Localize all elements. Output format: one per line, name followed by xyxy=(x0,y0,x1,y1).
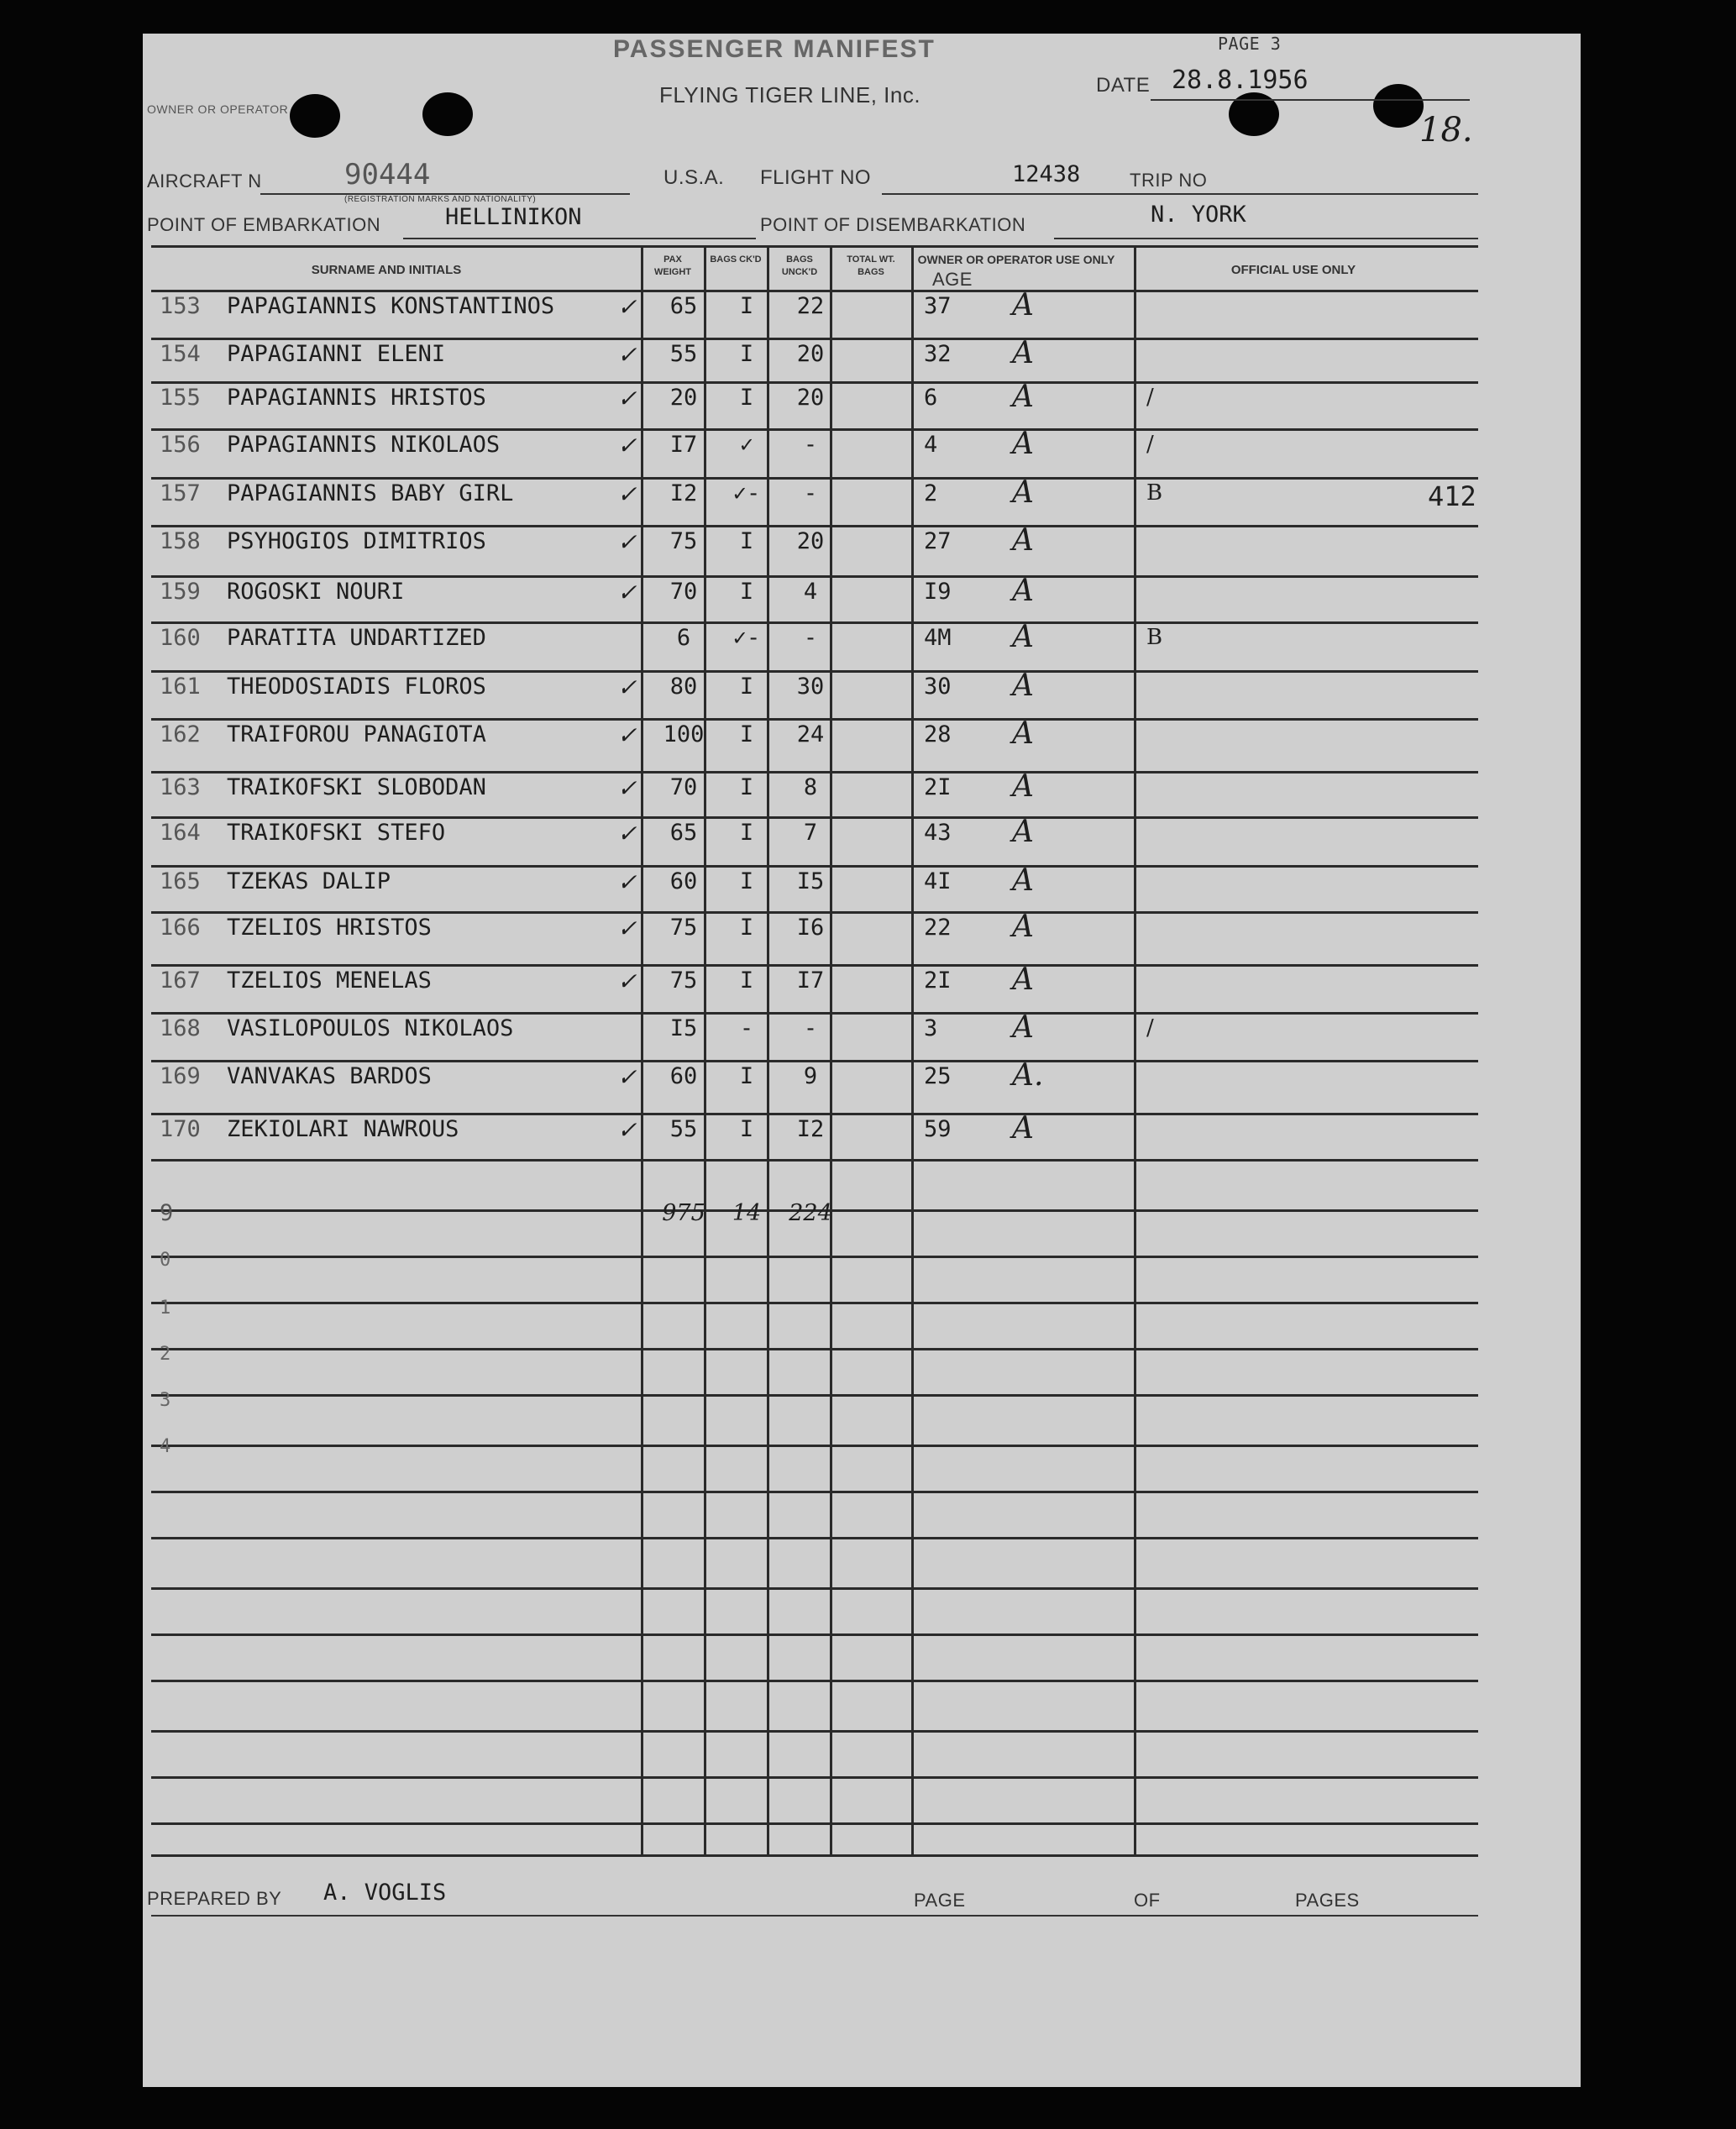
flight-value: 12438 xyxy=(1012,161,1081,187)
passenger-row xyxy=(143,381,1581,428)
check-mark: ✓ xyxy=(617,341,637,369)
passenger-row xyxy=(143,575,1581,622)
owner-label: OWNER OR OPERATOR xyxy=(147,102,289,116)
passenger-age: 25 xyxy=(924,1063,952,1089)
passenger-row xyxy=(143,1113,1581,1160)
grid-hline xyxy=(151,1256,1478,1258)
prepared-by-value: A. VOGLIS xyxy=(323,1880,447,1906)
grid-hline xyxy=(151,1680,1478,1682)
check-mark: ✓ xyxy=(617,579,637,606)
owner-code: A xyxy=(1012,574,1034,608)
passenger-name: TRAIFOROU PANAGIOTA xyxy=(227,721,486,747)
bags-unchecked: 9 xyxy=(803,1063,818,1089)
col-owner: OWNER OR OPERATOR USE ONLY xyxy=(917,253,1115,266)
passenger-name: TZELIOS HRISTOS xyxy=(227,915,432,941)
row-number: 161 xyxy=(160,674,201,700)
pax-weight: 60 xyxy=(669,868,698,894)
passenger-row xyxy=(143,816,1581,863)
col-age: AGE xyxy=(932,269,973,290)
page-label: PAGE xyxy=(914,1890,966,1911)
passenger-name: PAPAGIANNI ELENI xyxy=(227,341,446,367)
passenger-age: 4I xyxy=(924,868,952,894)
row-number: 155 xyxy=(160,385,201,411)
bags-checked: I xyxy=(739,1116,754,1142)
check-mark: ✓ xyxy=(617,674,637,701)
owner-code: A xyxy=(1012,863,1034,898)
pax-weight: I2 xyxy=(669,480,698,506)
official-mark: / xyxy=(1146,432,1154,457)
row-number: 169 xyxy=(160,1063,201,1089)
bags-checked: I xyxy=(739,293,754,319)
row-number: 156 xyxy=(160,432,201,458)
check-mark: ✓ xyxy=(617,385,637,412)
passenger-age: I9 xyxy=(924,579,952,605)
check-mark: ✓ xyxy=(617,721,637,749)
embark-underline xyxy=(403,238,756,239)
col-weight: PAX WEIGHT xyxy=(654,254,691,277)
pax-weight: 65 xyxy=(669,293,698,319)
official-note: 412 xyxy=(1428,480,1476,512)
owner-code: A xyxy=(1012,1010,1034,1045)
passenger-row xyxy=(143,964,1581,1011)
empty-row-number: 4 xyxy=(160,1436,171,1457)
col-name: SURNAME AND INITIALS xyxy=(311,263,462,277)
row-number: 162 xyxy=(160,721,201,747)
bags-unchecked: 20 xyxy=(796,385,825,411)
grid-hline xyxy=(151,1537,1478,1539)
pax-weight: 6 xyxy=(676,625,691,651)
form-title: PASSENGER MANIFEST xyxy=(613,35,936,63)
grid-hline xyxy=(151,1491,1478,1493)
bags-checked: I xyxy=(739,528,754,554)
disembark-label: POINT OF DISEMBARKATION xyxy=(760,214,1026,235)
pax-weight: 60 xyxy=(669,1063,698,1089)
totals-row-number: 9 xyxy=(160,1200,174,1226)
owner-code: A xyxy=(1012,475,1034,510)
owner-code: A xyxy=(1012,716,1034,751)
punch-hole xyxy=(290,94,340,138)
passenger-name: ZEKIOLARI NAWROUS xyxy=(227,1116,459,1142)
row-number: 158 xyxy=(160,528,201,554)
grid-hline xyxy=(151,1587,1478,1590)
bags-unchecked: 20 xyxy=(796,341,825,367)
passenger-row xyxy=(143,911,1581,958)
bags-unchecked: I5 xyxy=(796,868,825,894)
empty-row-number: 0 xyxy=(160,1250,171,1271)
passenger-name: VANVAKAS BARDOS xyxy=(227,1063,432,1089)
passenger-row xyxy=(143,718,1581,765)
check-mark: ✓ xyxy=(617,293,637,321)
official-mark: / xyxy=(1146,1015,1154,1041)
passenger-row xyxy=(143,428,1581,475)
bags-checked: I xyxy=(739,967,754,994)
passenger-row xyxy=(143,477,1581,524)
grid-hline xyxy=(151,1633,1478,1636)
passenger-name: PAPAGIANNIS NIKOLAOS xyxy=(227,432,501,458)
passenger-age: 37 xyxy=(924,293,952,319)
passenger-age: 28 xyxy=(924,721,952,747)
passenger-name: TRAIKOFSKI SLOBODAN xyxy=(227,774,486,800)
owner-code: A xyxy=(1012,620,1034,654)
col-unchecked: BAGS UNCK'D xyxy=(781,254,818,277)
official-mark: B xyxy=(1146,625,1163,650)
bags-unchecked: - xyxy=(803,625,818,651)
passenger-age: 43 xyxy=(924,820,952,846)
bags-unchecked: - xyxy=(803,1015,818,1041)
owner-code: A xyxy=(1012,910,1034,944)
passenger-age: 2I xyxy=(924,774,952,800)
pax-weight: I5 xyxy=(669,1015,698,1041)
row-number: 164 xyxy=(160,820,201,846)
row-number: 163 xyxy=(160,774,201,800)
passenger-name: TZEKAS DALIP xyxy=(227,868,391,894)
pax-weight: 55 xyxy=(669,1116,698,1142)
pax-weight: 20 xyxy=(669,385,698,411)
pax-weight: 70 xyxy=(669,579,698,605)
check-mark: ✓ xyxy=(617,967,637,995)
owner-code: A xyxy=(1012,336,1034,370)
check-mark: ✓ xyxy=(617,868,637,896)
passenger-row xyxy=(143,290,1581,337)
passenger-name: TZELIOS MENELAS xyxy=(227,967,432,994)
aircraft-value: 90444 xyxy=(344,158,431,191)
bags-checked: I xyxy=(739,915,754,941)
passenger-name: ROGOSKI NOURI xyxy=(227,579,405,605)
grid-hline xyxy=(151,1822,1478,1825)
bags-unchecked: 20 xyxy=(796,528,825,554)
footer-underline xyxy=(151,1915,1478,1917)
total-checked: 14 xyxy=(732,1200,762,1226)
passenger-age: 2 xyxy=(924,480,938,506)
official-mark: B xyxy=(1146,480,1163,506)
grid-hline xyxy=(151,1394,1478,1397)
grid-hline xyxy=(151,1445,1478,1447)
corner-note: 18. xyxy=(1419,111,1473,149)
owner-code: A xyxy=(1012,288,1034,322)
trip-label: TRIP NO xyxy=(1130,170,1208,191)
row-number: 165 xyxy=(160,868,201,894)
bags-unchecked: 7 xyxy=(803,820,818,846)
official-mark: / xyxy=(1146,385,1154,410)
pax-weight: 65 xyxy=(669,820,698,846)
check-mark: ✓ xyxy=(617,820,637,847)
pax-weight: 75 xyxy=(669,915,698,941)
col-checked: BAGS CK'D xyxy=(710,254,762,265)
bags-checked: I xyxy=(739,385,754,411)
check-mark: ✓ xyxy=(617,1063,637,1091)
check-mark: ✓ xyxy=(617,1116,637,1144)
date-underline xyxy=(1151,99,1470,101)
bags-unchecked: I6 xyxy=(796,915,825,941)
owner-code: A xyxy=(1012,523,1034,558)
passenger-age: 4 xyxy=(924,432,938,458)
total-weight: 975 xyxy=(662,1200,705,1226)
passenger-age: 4M xyxy=(924,625,952,651)
check-mark: ✓ xyxy=(617,774,637,802)
bags-checked: - xyxy=(739,1015,754,1041)
passenger-name: PARATITA UNDARTIZED xyxy=(227,625,486,651)
owner-code: A xyxy=(1012,962,1034,997)
row-number: 167 xyxy=(160,967,201,994)
owner-code: A xyxy=(1012,427,1034,461)
empty-row-number: 3 xyxy=(160,1390,171,1411)
passenger-age: 27 xyxy=(924,528,952,554)
row-number: 166 xyxy=(160,915,201,941)
passenger-name: PAPAGIANNIS KONSTANTINOS xyxy=(227,293,555,319)
row-number: 153 xyxy=(160,293,201,319)
bags-checked: ✓- xyxy=(732,480,761,506)
pax-weight: 100 xyxy=(663,721,705,747)
bags-checked: I xyxy=(739,674,754,700)
owner-code: A xyxy=(1012,380,1034,414)
passenger-age: 2I xyxy=(924,967,952,994)
embark-value: HELLINIKON xyxy=(445,204,582,230)
bags-unchecked: - xyxy=(803,432,818,458)
passenger-name: PSYHOGIOS DIMITRIOS xyxy=(227,528,486,554)
passenger-row xyxy=(143,1060,1581,1107)
check-mark: ✓ xyxy=(617,432,637,459)
registration-note: (REGISTRATION MARKS AND NATIONALITY) xyxy=(344,195,537,204)
passenger-name: TRAIKOFSKI STEFO xyxy=(227,820,446,846)
passenger-age: 22 xyxy=(924,915,952,941)
of-label: OF xyxy=(1134,1890,1161,1911)
empty-row-number: 2 xyxy=(160,1344,171,1365)
date-label: DATE xyxy=(1096,74,1151,97)
passenger-name: PAPAGIANNIS BABY GIRL xyxy=(227,480,514,506)
passenger-age: 3 xyxy=(924,1015,938,1041)
passenger-row xyxy=(143,338,1581,385)
passenger-age: 59 xyxy=(924,1116,952,1142)
owner-code: A xyxy=(1012,669,1034,703)
disembark-underline xyxy=(1054,238,1478,239)
total-unchecked: 224 xyxy=(789,1200,832,1226)
bags-unchecked: 8 xyxy=(803,774,818,800)
pax-weight: 75 xyxy=(669,528,698,554)
grid-hline xyxy=(151,1302,1478,1304)
trip-underline xyxy=(1222,193,1478,195)
flight-label: FLIGHT NO xyxy=(760,166,872,189)
passenger-age: 32 xyxy=(924,341,952,367)
grid-hline xyxy=(151,1776,1478,1779)
col-official: OFFICIAL USE ONLY xyxy=(1230,263,1356,277)
check-mark: ✓ xyxy=(617,528,637,556)
owner-code: A xyxy=(1012,769,1034,804)
passenger-age: 6 xyxy=(924,385,938,411)
bags-unchecked: 22 xyxy=(796,293,825,319)
punch-hole xyxy=(1373,84,1424,128)
date-value: 28.8.1956 xyxy=(1172,66,1309,95)
aircraft-label: AIRCRAFT N xyxy=(147,170,262,191)
bags-checked: I xyxy=(739,721,754,747)
pax-weight: 70 xyxy=(669,774,698,800)
country: U.S.A. xyxy=(663,166,725,189)
owner-code: A xyxy=(1012,815,1034,849)
embark-label: POINT OF EMBARKATION xyxy=(147,214,381,235)
passenger-age: 30 xyxy=(924,674,952,700)
passenger-row xyxy=(143,670,1581,717)
pax-weight: 55 xyxy=(669,341,698,367)
col-total: TOTAL WT. BAGS xyxy=(847,254,895,277)
manifest-sheet xyxy=(143,34,1581,2087)
row-number: 160 xyxy=(160,625,201,651)
row-number: 170 xyxy=(160,1116,201,1142)
disembark-value: N. YORK xyxy=(1151,202,1246,228)
passenger-name: VASILOPOULOS NIKOLAOS xyxy=(227,1015,514,1041)
passenger-name: PAPAGIANNIS HRISTOS xyxy=(227,385,486,411)
grid-hline xyxy=(151,1854,1478,1857)
bags-checked: ✓ xyxy=(739,432,754,458)
bags-checked: I xyxy=(739,579,754,605)
row-number: 168 xyxy=(160,1015,201,1041)
grid-hline xyxy=(151,245,1478,248)
page-stamp: PAGE 3 xyxy=(1218,34,1282,54)
passenger-row xyxy=(143,1012,1581,1059)
bags-checked: I xyxy=(739,868,754,894)
pax-weight: 75 xyxy=(669,967,698,994)
passenger-name: THEODOSIADIS FLOROS xyxy=(227,674,486,700)
bags-checked: ✓- xyxy=(732,625,761,651)
flight-underline xyxy=(882,193,1235,195)
bags-unchecked: 24 xyxy=(796,721,825,747)
bags-unchecked: 30 xyxy=(796,674,825,700)
bags-checked: I xyxy=(739,820,754,846)
prepared-by-label: PREPARED BY xyxy=(147,1888,282,1909)
bags-unchecked: - xyxy=(803,480,818,506)
carrier-name: FLYING TIGER LINE, Inc. xyxy=(659,82,921,107)
empty-row-number: 1 xyxy=(160,1298,171,1319)
pax-weight: I7 xyxy=(669,432,698,458)
grid-hline xyxy=(151,1348,1478,1350)
punch-hole xyxy=(422,92,473,136)
bags-checked: I xyxy=(739,341,754,367)
row-number: 154 xyxy=(160,341,201,367)
bags-checked: I xyxy=(739,1063,754,1089)
row-number: 157 xyxy=(160,480,201,506)
grid-hline xyxy=(151,1730,1478,1733)
passenger-row xyxy=(143,621,1581,669)
owner-code: A xyxy=(1012,1111,1034,1146)
owner-code: A. xyxy=(1012,1058,1044,1093)
bags-unchecked: 4 xyxy=(803,579,818,605)
bags-checked: I xyxy=(739,774,754,800)
bags-unchecked: I2 xyxy=(796,1116,825,1142)
passenger-row xyxy=(143,525,1581,572)
pax-weight: 80 xyxy=(669,674,698,700)
check-mark: ✓ xyxy=(617,480,637,508)
row-number: 159 xyxy=(160,579,201,605)
pages-label: PAGES xyxy=(1295,1890,1360,1911)
passenger-row xyxy=(143,771,1581,818)
totals-row xyxy=(143,1197,1581,1244)
bags-unchecked: I7 xyxy=(796,967,825,994)
check-mark: ✓ xyxy=(617,915,637,942)
passenger-row xyxy=(143,865,1581,912)
